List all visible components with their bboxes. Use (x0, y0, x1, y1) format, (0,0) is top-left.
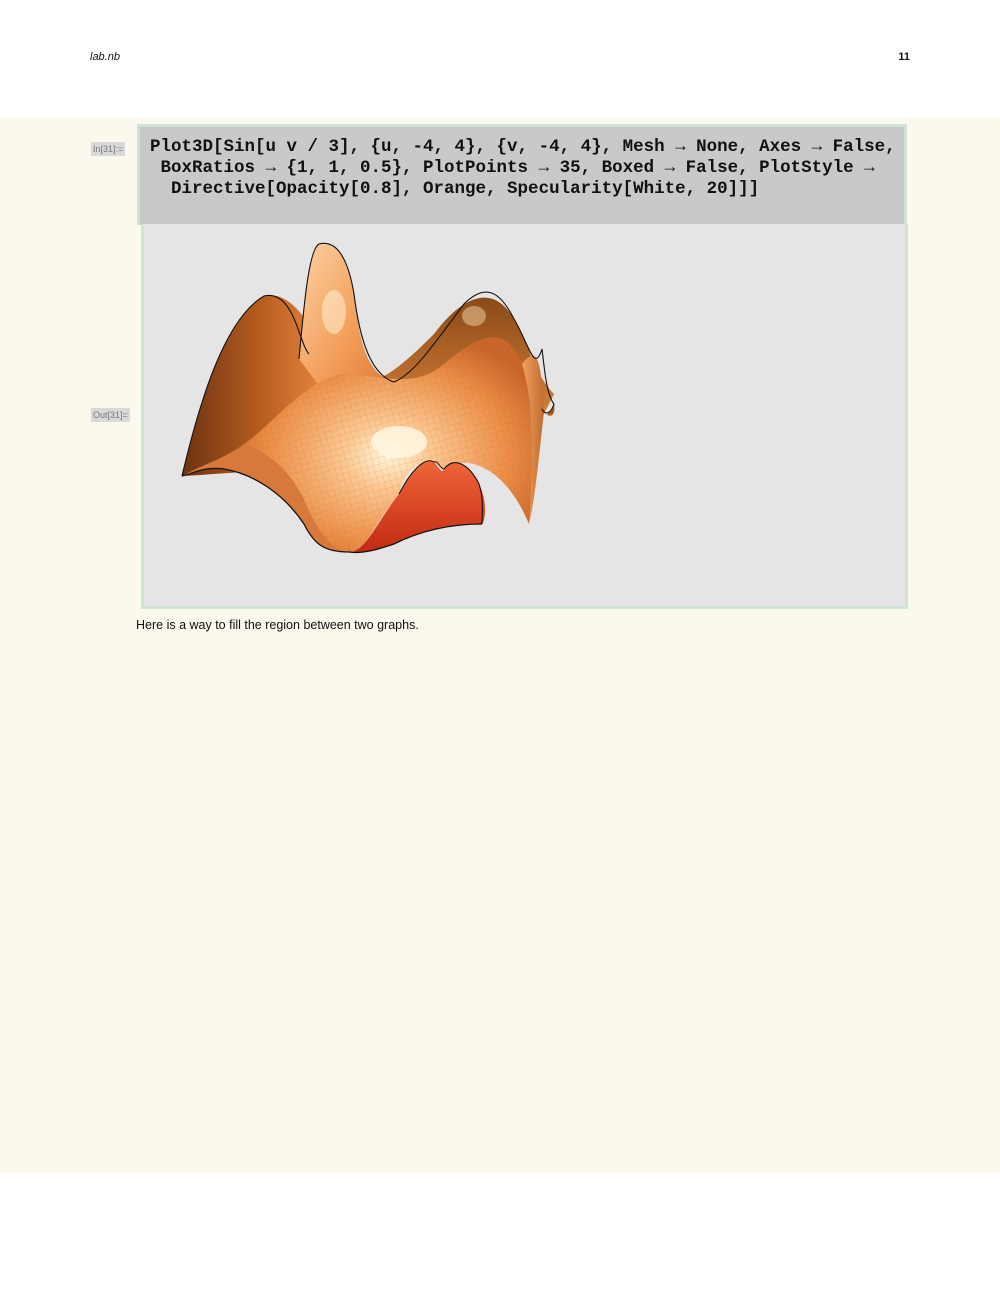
page-number: 11 (898, 51, 910, 63)
input-cell[interactable] (137, 124, 907, 225)
text-cell[interactable]: Here is a way to fill the region between two graphs. (136, 618, 419, 632)
notebook-body (0, 118, 1000, 1173)
input-cell-label: In[31]:= (93, 144, 124, 154)
specular-highlight (371, 426, 427, 458)
specular-highlight (322, 290, 346, 334)
code-line: Plot3D[Sin[u v / 3], {u, -4, 4}, {v, -4, 4}, Mesh → None, Axes → False, (150, 137, 896, 157)
file-name: lab.nb (90, 51, 120, 63)
output-cell[interactable] (141, 224, 908, 609)
page-header (0, 0, 1000, 118)
surface-plot-graphic[interactable] (144, 224, 911, 609)
code-line: Directive[Opacity[0.8], Orange, Specularity[White, 20]]] (150, 179, 760, 199)
input-code[interactable] (150, 137, 896, 200)
specular-highlight (462, 306, 486, 326)
page-footer (0, 1173, 1000, 1292)
output-cell-label: Out[31]= (93, 410, 128, 420)
code-line: BoxRatios → {1, 1, 0.5}, PlotPoints → 35, Boxed → False, PlotStyle → (150, 158, 875, 178)
